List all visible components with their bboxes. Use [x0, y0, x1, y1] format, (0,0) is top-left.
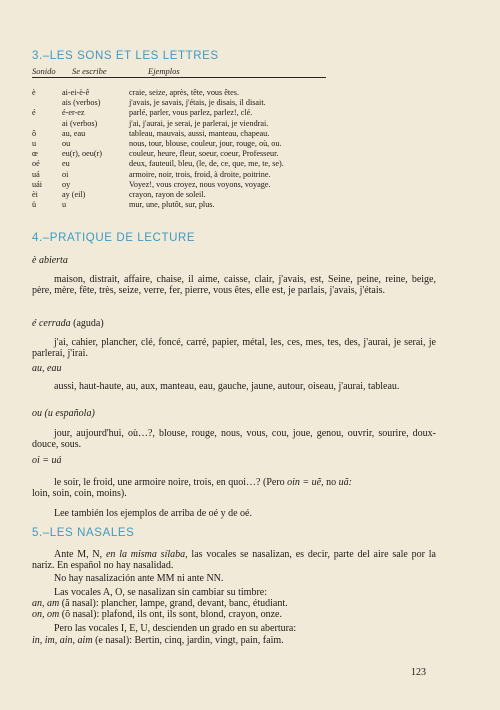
table-row: ais (verbos) j'avais, je savais, j'étais, je disais, il disait.	[62, 98, 266, 108]
table-row: ü u mur, une, plutôt, sur, plus.	[32, 200, 215, 210]
sound-table-header	[32, 66, 326, 78]
table-row: ai (verbos) j'ai, j'aurai, je serai, je parlerai, je viendrai.	[62, 118, 269, 128]
table-row: uá oi armoire, noir, trois, froid, à droite, poitrine.	[32, 169, 271, 179]
text-oi-line-2: loin, soin, coin, moins).	[32, 488, 127, 499]
table-row: è ai-ei-è-ê craie, seize, après, tête, vous êtes.	[32, 88, 240, 97]
col-header-ejemplos: Ejemplos	[148, 66, 180, 76]
text-on-om: on, om (õ nasal): plafond, ils ont, ils sont, blond, crayon, onze.	[32, 609, 282, 620]
text-vocales-i-e-u: Pero las vocales I, E, U, descienden un grado en su abertura:	[54, 623, 297, 634]
text-no-nasalizacion: No hay nasalización ante MM ni ante NN.	[54, 573, 224, 584]
text-oi-line-1: le soir, le froid, une armoire noire, trois, en quoi…? (Pero oin = uẽ, no uã:	[54, 477, 352, 488]
table-row: é é-er-ez parlé, parler, vous parlez, parlez!, clé.	[32, 108, 253, 118]
label-au-eau: au, eau	[32, 363, 62, 374]
table-row: uái oy Voyez!, vous croyez, nous voyons, voyage.	[32, 179, 271, 189]
col-header-se-escribe: Se escribe	[72, 66, 107, 76]
text-in-im-ain-aim: in, im, ain, aim (e nasal): Bertin, cinq, jardin, vingt, pain, faim.	[32, 635, 284, 646]
text-e-cerrada: j'ai, cahier, plancher, clé, foncé, carré, papier, métal, les, ces, mes, tes, des, j'aurai, je serai, je parlerai, j'irai.	[32, 337, 436, 359]
text-lee-tambien: Lee también los ejemplos de arriba de oé y de oé.	[54, 508, 252, 519]
section-4-heading: 4.–PRATIQUE DE LECTURE	[32, 232, 196, 244]
table-row: u ou nous, tour, blouse, couleur, jour, rouge, où, ou.	[32, 138, 282, 148]
section-5-heading: 5.–LES NASALES	[32, 527, 135, 539]
sound-table	[32, 88, 332, 210]
table-row: ô au, eau tableau, mauvais, aussi, manteau, chapeau.	[32, 128, 270, 138]
text-nasales-intro: Ante M, N, en la misma sílaba, las vocales se nasalizan, es decir, parte del aire sale por la nariz. En español no hay nasalidad.	[32, 549, 437, 571]
table-row: oé eu deux, fauteuil, bleu, (le, de, ce, que, me, te, se).	[32, 159, 284, 169]
section-3-heading: 3.–LES SONS ET LES LETTRES	[32, 50, 219, 62]
table-row: èi ay (eil) crayon, rayon de soleil.	[32, 189, 206, 199]
text-au-eau: aussi, haut-haute, au, aux, manteau, eau, gauche, jaune, autour, oiseau, j'aurai, tableau.	[54, 381, 400, 392]
table-row: œ eu(r), oeu(r) couleur, heure, fleur, soeur, coeur, Professeur.	[32, 149, 279, 159]
col-header-sonido: Sonido	[32, 66, 56, 76]
text-ou: jour, aujourd'hui, où…?, blouse, rouge, nous, vous, cou, joue, genou, ouvrir, sourire, doux-douce, sous.	[32, 428, 436, 450]
text-e-abierta: maison, distrait, affaire, chaise, il aime, caisse, clair, j'avais, est, Seine, peine, reine, beige, père, mère, fête, très, seize, verre, fer, pierre, vous êtes, elle est, je parlais, j'avais, j'étais.	[32, 274, 436, 296]
text-an-am: an, am (ã nasal): plancher, lampe, grand, devant, banc, étudiant.	[32, 598, 288, 609]
label-e-cerrada: é cerrada (aguda)	[32, 318, 104, 329]
label-ou: ou (u española)	[32, 408, 95, 419]
label-e-abierta: è abierta	[32, 255, 68, 266]
label-oi: oi = uá	[32, 455, 62, 466]
page-number: 123	[411, 667, 426, 678]
text-vocales-a-o: Las vocales A, O, se nasalizan sin cambiar su timbre:	[54, 587, 267, 598]
